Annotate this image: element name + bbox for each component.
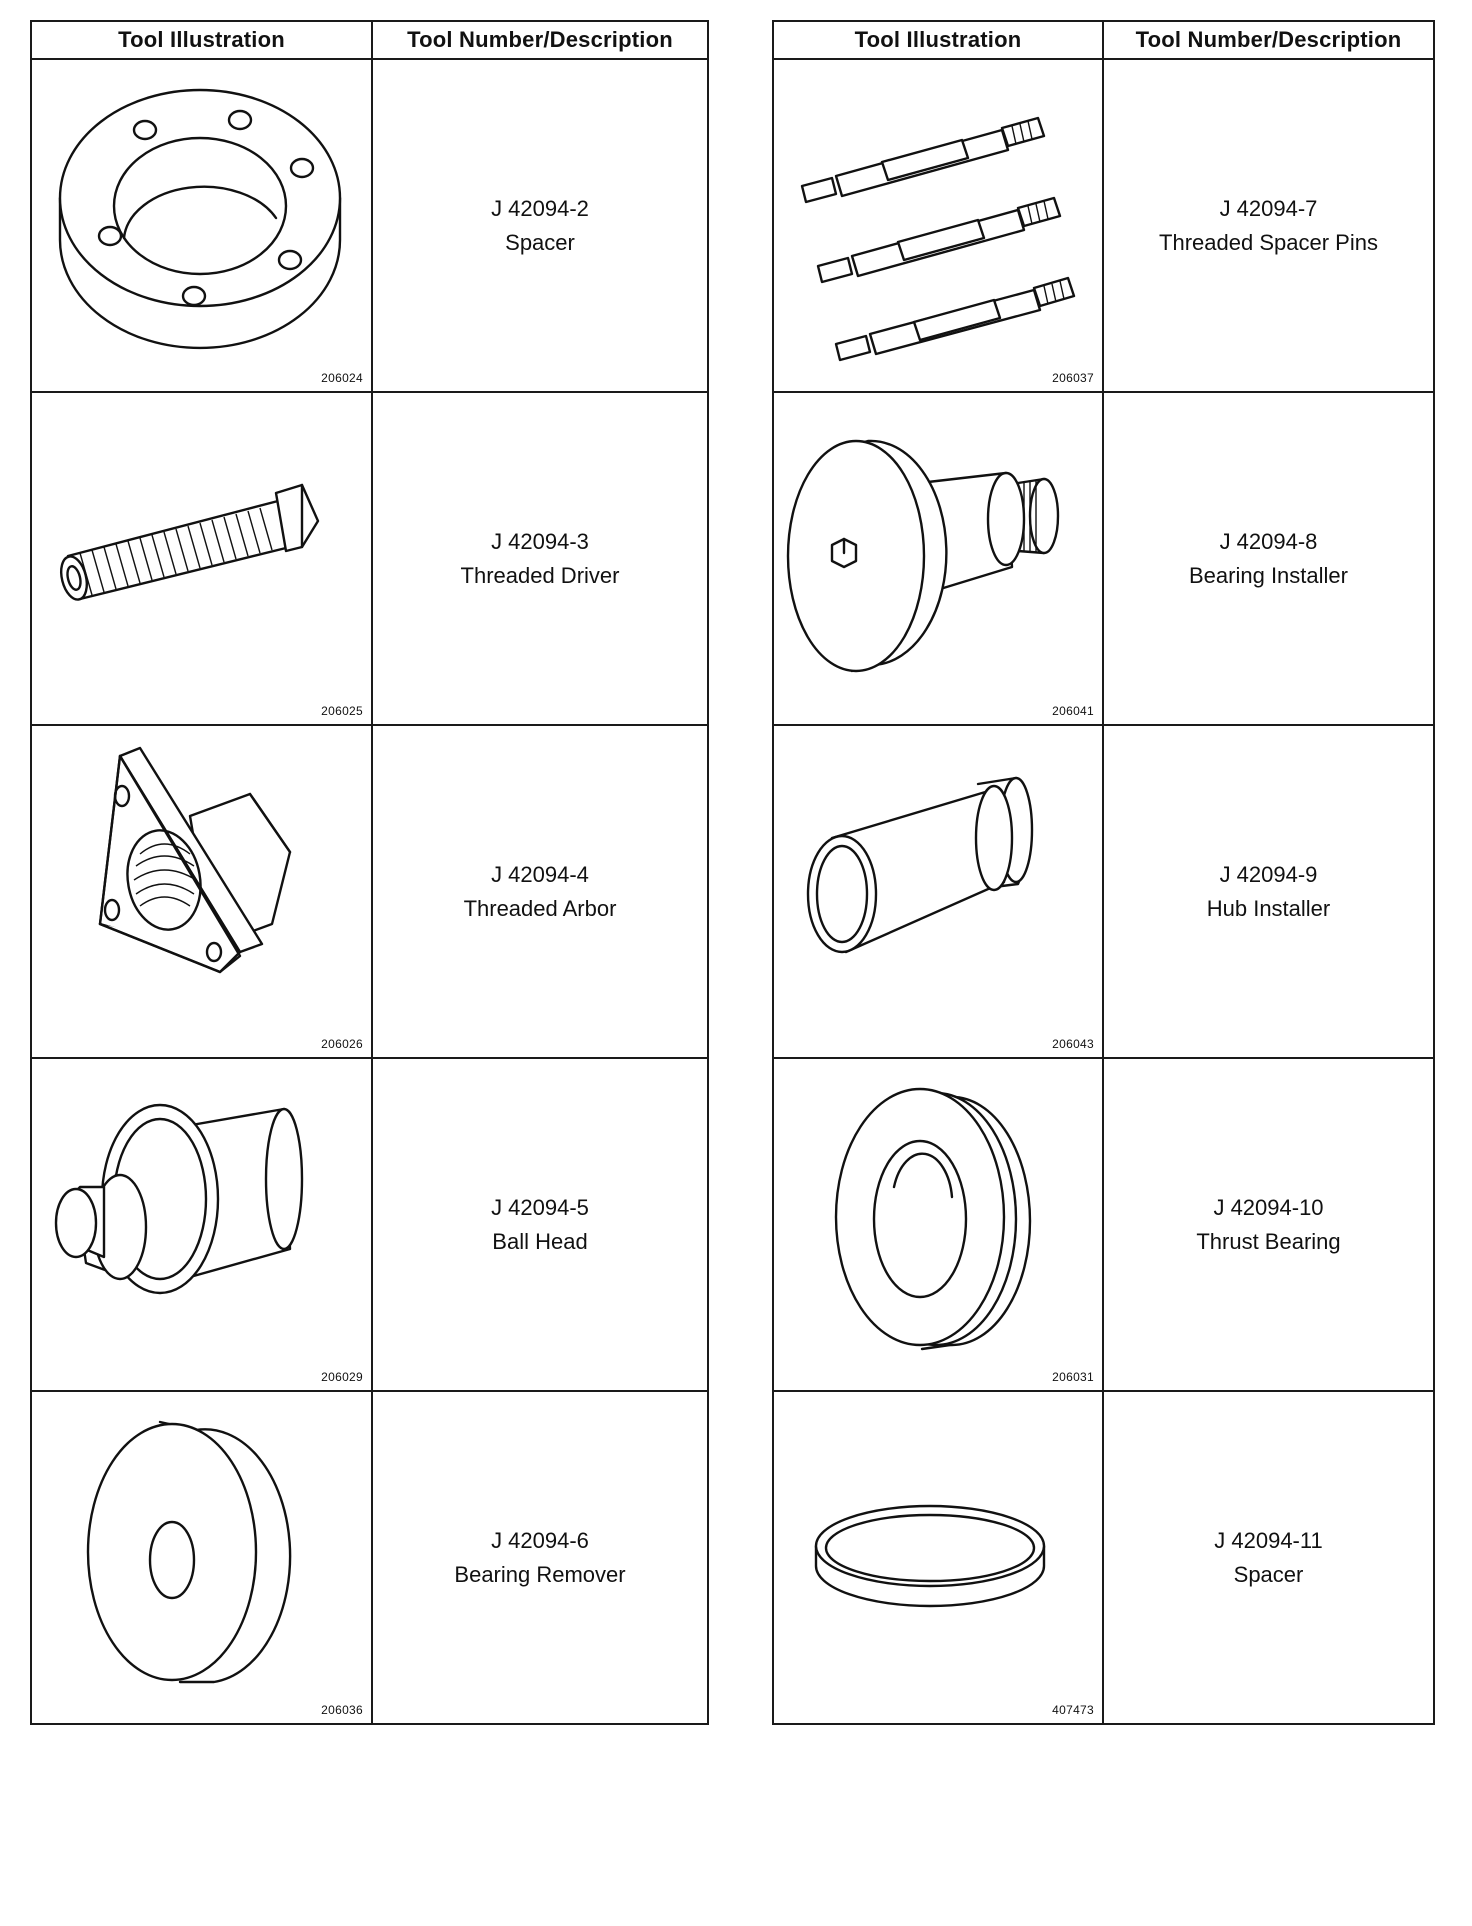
table-header-row: [773, 21, 1434, 59]
figure-number: 206041: [1052, 704, 1094, 718]
tools-table-right: [772, 20, 1435, 1725]
table-row: [31, 59, 708, 392]
illustration-cell: [773, 392, 1103, 725]
tool-name: Bearing Installer: [1189, 562, 1348, 588]
tool-number: J 42094-7: [1219, 195, 1318, 221]
tool-name: Spacer: [505, 229, 575, 255]
table-row: [31, 392, 708, 725]
tool-name: Hub Installer: [1206, 895, 1331, 921]
threaded-arbor-icon: [40, 734, 360, 1034]
tool-number: J 42094-8: [1219, 528, 1318, 554]
description-cell: [372, 59, 708, 392]
table-row: [773, 725, 1434, 1058]
tool-name: Spacer: [1233, 1561, 1304, 1587]
spacer-ring-icon: [40, 68, 360, 368]
figure-number: 206025: [321, 704, 363, 718]
table-row: [773, 1391, 1434, 1724]
figure-number: 407473: [1052, 1703, 1094, 1717]
tool-name: Threaded Spacer Pins: [1159, 229, 1378, 255]
description-cell: [1103, 725, 1434, 1058]
illustration-cell: [773, 1391, 1103, 1724]
description-cell: [372, 725, 708, 1058]
table-row: [773, 1058, 1434, 1391]
figure-number: 206031: [1052, 1370, 1094, 1384]
tool-number: J 42094-2: [491, 195, 589, 221]
description-cell: [1103, 1058, 1434, 1391]
description-cell: [372, 392, 708, 725]
description-cell: [1103, 392, 1434, 725]
tool-name: Threaded Arbor: [463, 895, 617, 921]
table-row: [31, 1058, 708, 1391]
table-row: [773, 392, 1434, 725]
tool-number: J 42094-9: [1219, 861, 1318, 887]
figure-number: 206029: [321, 1370, 363, 1384]
description-cell: [1103, 1391, 1434, 1724]
figure-number: 206037: [1052, 371, 1094, 385]
header-tool-illustration: Tool Illustration: [31, 21, 372, 59]
header-tool-description: Tool Number/Description: [1103, 21, 1434, 59]
header-tool-illustration: Tool Illustration: [773, 21, 1103, 59]
figure-number: 206024: [321, 371, 363, 385]
tool-name: Bearing Remover: [454, 1561, 626, 1587]
tool-name: Ball Head: [492, 1228, 588, 1254]
figure-number: 206026: [321, 1037, 363, 1051]
table-header-row: [31, 21, 708, 59]
header-tool-description: Tool Number/Description: [372, 21, 708, 59]
description-cell: [372, 1391, 708, 1724]
illustration-cell: [31, 725, 372, 1058]
illustration-cell: [773, 725, 1103, 1058]
illustration-cell: [31, 1058, 372, 1391]
table-row: [773, 59, 1434, 392]
illustration-cell: [31, 1391, 372, 1724]
tool-number: J 42094-6: [491, 1527, 589, 1553]
tool-name: Threaded Driver: [460, 562, 620, 588]
tool-name: Thrust Bearing: [1196, 1228, 1341, 1254]
tool-number: J 42094-4: [491, 861, 589, 887]
table-row: [31, 1391, 708, 1724]
hub-installer-icon: [782, 734, 1092, 1034]
table-row: [31, 725, 708, 1058]
ball-head-icon: [40, 1067, 360, 1367]
tool-number: J 42094-11: [1214, 1527, 1323, 1553]
spacer-band-icon: [782, 1400, 1092, 1700]
description-cell: [372, 1058, 708, 1391]
threaded-driver-icon: [40, 401, 360, 701]
description-cell: [1103, 59, 1434, 392]
figure-number: 206043: [1052, 1037, 1094, 1051]
tools-table-left: [30, 20, 709, 1725]
illustration-cell: [773, 59, 1103, 392]
tool-number: J 42094-3: [491, 528, 589, 554]
illustration-cell: [773, 1058, 1103, 1391]
bearing-installer-icon: [782, 401, 1092, 701]
tool-number: J 42094-10: [1213, 1194, 1324, 1220]
illustration-cell: [31, 59, 372, 392]
bearing-remover-icon: [40, 1400, 360, 1700]
illustration-cell: [31, 392, 372, 725]
thrust-bearing-icon: [782, 1067, 1092, 1367]
tool-number: J 42094-5: [491, 1194, 589, 1220]
figure-number: 206036: [321, 1703, 363, 1717]
spacer-pins-icon: [782, 68, 1092, 368]
